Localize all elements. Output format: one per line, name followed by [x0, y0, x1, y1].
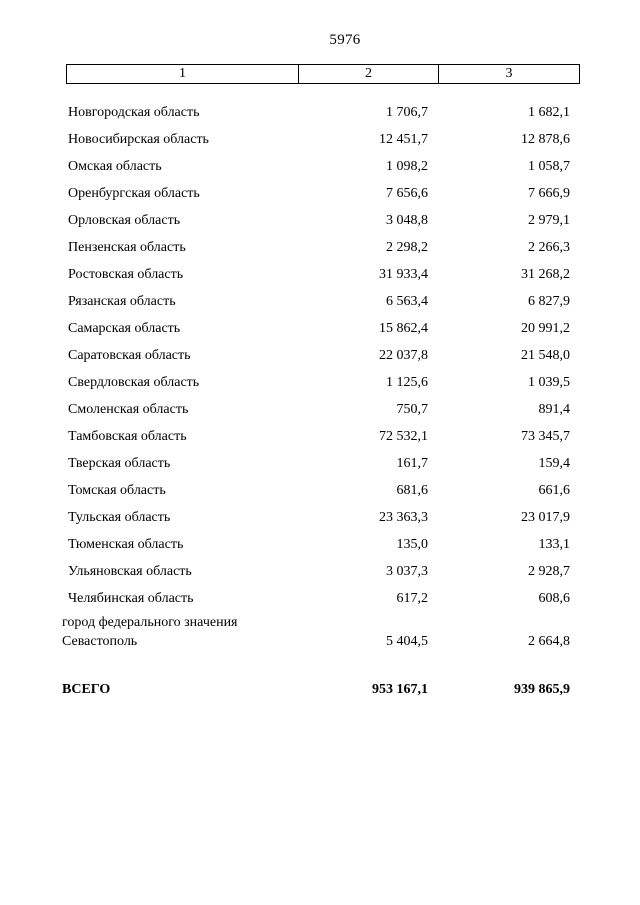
value-col2: 22 037,8: [379, 348, 428, 363]
value-col2: 1 706,7: [386, 105, 428, 120]
value-col3: 6 827,9: [528, 294, 570, 309]
value-col2: 23 363,3: [379, 510, 428, 525]
value-col2: 135,0: [396, 537, 428, 552]
table-row: [0, 185, 640, 212]
value-col3: 661,6: [538, 483, 570, 498]
total-label: ВСЕГО: [62, 682, 111, 697]
value-col2: 15 862,4: [379, 321, 428, 336]
value-col2: 3 037,3: [386, 564, 428, 579]
value-col3: 1 039,5: [528, 375, 570, 390]
value-col3: 2 266,3: [528, 240, 570, 255]
table-row: [0, 266, 640, 293]
value-col3: 2 928,7: [528, 564, 570, 579]
value-col3: 608,6: [538, 591, 570, 606]
sevastopol-label-line2: Севастополь: [62, 634, 138, 649]
region-name: Ростовская область: [68, 267, 184, 282]
table-row: [0, 158, 640, 185]
value-col3: 12 878,6: [521, 132, 570, 147]
region-name: Пензенская область: [68, 240, 186, 255]
sevastopol-row: [0, 614, 640, 654]
value-col2: 750,7: [396, 402, 428, 417]
table-row: [0, 320, 640, 347]
sevastopol-value-col2: 5 404,5: [386, 634, 428, 649]
total-value-col2: 953 167,1: [372, 682, 428, 697]
table-row: [0, 104, 640, 131]
value-col3: 23 017,9: [521, 510, 570, 525]
table-row: [0, 509, 640, 536]
table-row: [0, 401, 640, 428]
value-col2: 12 451,7: [379, 132, 428, 147]
total-row: [0, 681, 640, 701]
value-col3: 159,4: [538, 456, 570, 471]
value-col3: 133,1: [538, 537, 570, 552]
table-row: [0, 428, 640, 455]
value-col2: 1 098,2: [386, 159, 428, 174]
column-header-3: 3: [505, 66, 513, 81]
table-row: [0, 482, 640, 509]
table-row: [0, 131, 640, 158]
value-col3: 891,4: [538, 402, 570, 417]
column-header-2: 2: [299, 65, 439, 83]
value-col2: 2 298,2: [386, 240, 428, 255]
region-name: Тульская область: [68, 510, 171, 525]
region-name: Тамбовская область: [68, 429, 187, 444]
region-name: Новосибирская область: [68, 132, 209, 147]
table-row: [0, 212, 640, 239]
table-row: [0, 536, 640, 563]
region-name: Тюменская область: [68, 537, 184, 552]
region-name: Новгородская область: [68, 105, 200, 120]
value-col2: 617,2: [396, 591, 428, 606]
region-name: Томская область: [68, 483, 166, 498]
region-name: Свердловская область: [68, 375, 200, 390]
table-row: [0, 563, 640, 590]
value-col3: 21 548,0: [521, 348, 570, 363]
region-name: Ульяновская область: [68, 564, 192, 579]
region-name: Тверская область: [68, 456, 171, 471]
page-number: 5976: [329, 32, 361, 48]
value-col3: 2 979,1: [528, 213, 570, 228]
region-name: Оренбургская область: [68, 186, 200, 201]
region-name: Саратовская область: [68, 348, 191, 363]
value-col3: 1 682,1: [528, 105, 570, 120]
table-row: [0, 455, 640, 482]
table-row: [0, 374, 640, 401]
value-col2: 161,7: [396, 456, 428, 471]
region-name: Самарская область: [68, 321, 181, 336]
value-col2: 681,6: [396, 483, 428, 498]
value-col3: 73 345,7: [521, 429, 570, 444]
table-row: [0, 239, 640, 266]
value-col2: 7 656,6: [386, 186, 428, 201]
total-value-col3: 939 865,9: [514, 682, 570, 697]
column-header-row: [66, 64, 580, 84]
sevastopol-label-line1: город федерального значения: [62, 615, 238, 630]
value-col3: 20 991,2: [521, 321, 570, 336]
value-col3: 31 268,2: [521, 267, 570, 282]
value-col2: 1 125,6: [386, 375, 428, 390]
column-header-1: 1: [67, 65, 299, 83]
table-row: [0, 347, 640, 374]
table-row: [0, 293, 640, 320]
region-table: [0, 104, 640, 617]
region-name: Рязанская область: [68, 294, 176, 309]
value-col2: 31 933,4: [379, 267, 428, 282]
value-col2: 72 532,1: [379, 429, 428, 444]
region-name: Орловская область: [68, 213, 181, 228]
value-col2: 6 563,4: [386, 294, 428, 309]
sevastopol-value-col3: 2 664,8: [528, 634, 570, 649]
region-name: Смоленская область: [68, 402, 189, 417]
value-col2: 3 048,8: [386, 213, 428, 228]
value-col3: 1 058,7: [528, 159, 570, 174]
table-row: [0, 590, 640, 617]
region-name: Челябинская область: [68, 591, 194, 606]
region-name: Омская область: [68, 159, 162, 174]
value-col3: 7 666,9: [528, 186, 570, 201]
